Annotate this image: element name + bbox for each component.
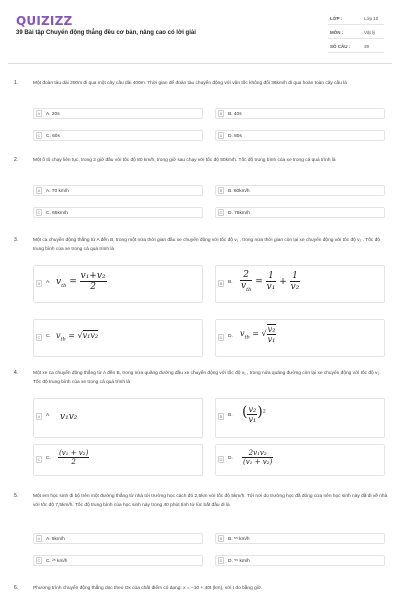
option-letter: B (219, 536, 223, 541)
option-text: A. 70 km/h (46, 188, 69, 194)
option-letter: C (37, 457, 41, 462)
option-letter: C (37, 558, 41, 563)
formula: $\frac{\text{(v₁ + v₂)}}{2}$ (59, 449, 89, 466)
option-text: D. ⁵⁵ km/h (228, 558, 250, 564)
option-letter: D (219, 210, 223, 215)
option-c[interactable] (33, 130, 203, 141)
question-text: Một ca chuyển động thẳng từ A đến B, trong một nửa thời gian đầu xe chuyển động với tốc độ v₁ , trong nửa thời gian còn lại xe chuyển động với tốc độ v₂ . Tốc độ trung bình của xe trong cả quá trình là (33, 238, 380, 252)
option-letter: D (219, 133, 223, 138)
meta-row-count (328, 41, 384, 53)
option-c[interactable] (33, 207, 203, 218)
option-letter: A (37, 414, 41, 419)
option-text: A. 20s (46, 111, 60, 117)
option-b[interactable] (215, 398, 385, 438)
option-letter: C (37, 335, 41, 340)
header-divider (8, 63, 392, 64)
option-c[interactable] (33, 555, 203, 566)
option-letter: B (219, 188, 223, 193)
option-text: A. (46, 280, 51, 285)
option-letter: A (37, 536, 41, 541)
option-c[interactable] (33, 319, 203, 357)
formula: $\frac{\text{2v₁v₂}}{\text{(v₁ + v₂)}}$ (243, 449, 273, 466)
page-header (0, 0, 400, 62)
option-b[interactable] (215, 533, 385, 544)
option-a[interactable] (33, 185, 203, 196)
question-text: Phương trình chuyển động thẳng dọc theo Ox của chất điểm có dạng: x = −10 + 40t (km), với t đo bằng giờ. (33, 586, 263, 591)
option-b[interactable] (215, 108, 385, 119)
option-text: B. (228, 280, 233, 285)
option-letter: A (37, 111, 41, 116)
option-text: D. (228, 334, 233, 339)
option-a[interactable] (33, 398, 203, 438)
option-d[interactable] (215, 207, 385, 218)
option-text: A. (46, 413, 51, 418)
option-letter: C (37, 210, 41, 215)
option-text: C. 65km/h (46, 210, 68, 216)
option-d[interactable] (215, 130, 385, 141)
meta-row-class (328, 13, 384, 25)
option-d[interactable] (215, 319, 385, 357)
option-letter: B (219, 414, 223, 419)
meta-row-subject (328, 27, 384, 39)
option-text: C. 60s (46, 133, 60, 139)
option-text: B. 40s (228, 111, 242, 117)
option-a[interactable] (33, 108, 203, 119)
option-b[interactable] (215, 265, 385, 303)
option-text: A. 5km/h (46, 536, 65, 542)
option-letter: A (37, 188, 41, 193)
option-d[interactable] (215, 555, 385, 566)
option-text: C. (46, 334, 51, 339)
option-letter: B (219, 281, 223, 286)
question-number: 2. (14, 157, 19, 163)
meta-key: SỐ CÂU : (330, 44, 351, 49)
meta-value: 39 (364, 44, 370, 49)
question-number: 4. (14, 370, 19, 376)
option-text: C. (46, 456, 51, 461)
formula: $v_{tb}$ = √ $\frac{\text{v₂}}{\text{v₁}}$ (240, 325, 276, 344)
question-number: 3. (14, 237, 19, 243)
option-b[interactable] (215, 185, 385, 196)
option-text: D. 80s (228, 133, 242, 139)
meta-key: LỚP : (330, 16, 343, 21)
question-text: Một đoàn tàu dài 200m đi qua một cây cầu dài 400m. Thời gian để đoàn tàu chuyển động với vận tốc không đổi 36km/h đi qua hoàn toàn cây cầu là (33, 81, 347, 86)
quizizz-logo: QUIZIZZ (16, 14, 73, 28)
option-text: C. ²⁵ km/h (46, 558, 68, 564)
meta-value: Lớp 10 (364, 16, 379, 21)
question-text: Một xe ca chuyển động thẳng từ A đến B, trong nửa quãng đường đầu xe chuyển động với tốc độ v₁ , trong nửa quãng đường còn lại xe chuyển động với tốc độ v₂. Tốc độ trung bình của xe trong cả quá trình là (33, 371, 381, 385)
question-number: 6. (14, 585, 19, 591)
option-letter: B (219, 111, 223, 116)
option-letter: D (219, 457, 223, 462)
option-letter: A (37, 281, 41, 286)
option-text: D. 75km/h (228, 210, 250, 216)
option-a[interactable] (33, 533, 203, 544)
question-text: Một em học sinh đi bộ trên một đường thẳng từ nhà tới trường học cách đó 2,5km với tốc độ 5km/h. Tới nơi do trường học đã đóng cửa nên học sinh này đã đi về nhà với tốc độ 7,5km/h. Tốc độ trung bình của học sinh này trong 40 phút tính từ lúc bắt đầu đi là (33, 494, 388, 508)
option-letter: C (37, 133, 41, 138)
option-letter: D (219, 335, 223, 340)
option-text: D. (228, 456, 233, 461)
option-text: B. (228, 413, 233, 418)
meta-value: Vật lý (364, 30, 376, 35)
formula: v₁v₂ (60, 412, 78, 422)
question-number: 5. (14, 493, 19, 499)
formula: $v_{tb}$ = $\frac{\text{v₁+v₂}}{2}$ (56, 271, 106, 292)
question-number: 1. (14, 80, 19, 86)
option-c[interactable] (33, 444, 203, 476)
question-text: Một ô tô chạy liên tục, trong 2 giờ đầu với tốc độ 80 km/h, trong giờ sau chạy với tốc độ 50km/h. Tốc độ trung bình của xe trong cả quá trình là (33, 158, 336, 163)
option-letter: D (219, 558, 223, 563)
option-text: B. ⁵⁵ km/h (228, 536, 250, 542)
meta-key: MÔN : (330, 30, 344, 35)
option-a[interactable] (33, 265, 203, 303)
option-d[interactable] (215, 444, 385, 476)
page-title: 39 Bài tập Chuyển động thẳng đều cơ bản, nâng cao có lời giải (16, 30, 196, 36)
formula: ( $\frac{\text{v₂}}{\text{v₁}}$ )$^2$ (242, 404, 266, 424)
formula: $\frac{2}{v_{tb}}$ = $\frac{1}{\text{v₁}}$ + $\frac{1}{\text{v₂}}$ (241, 270, 300, 293)
option-text: B. 60km/h (228, 188, 250, 194)
formula: $v_{tb} = √v_1v_2$ (56, 331, 99, 343)
